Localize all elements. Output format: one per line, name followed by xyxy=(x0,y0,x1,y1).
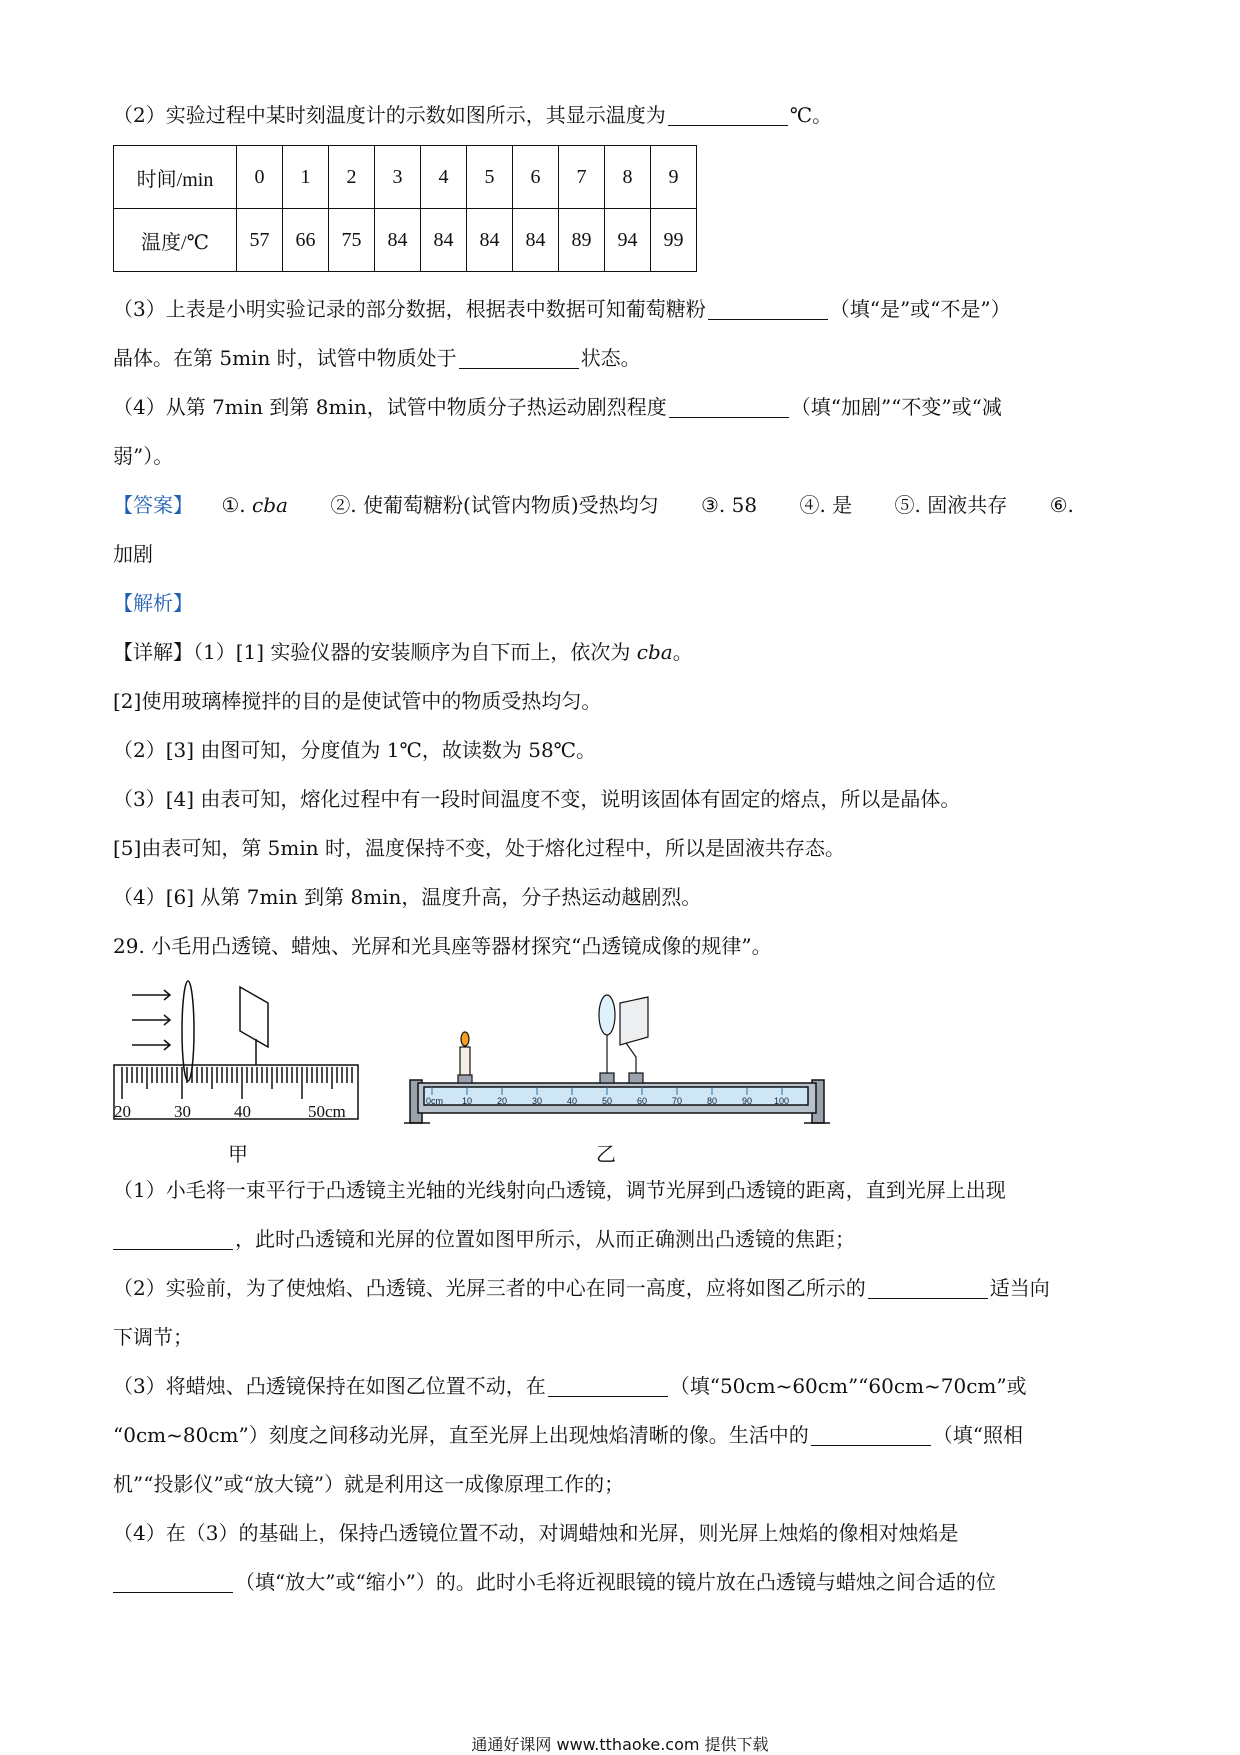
table-cell: 8 xyxy=(605,146,651,209)
table-cell: 75 xyxy=(329,209,375,272)
ruler-tick-label: 50cm xyxy=(308,1102,346,1121)
detail-line-6: （4）[6] 从第 7min 到第 8min，温度升高，分子热运动越剧烈。 xyxy=(113,885,702,909)
detail-line-3: （2）[3] 由图可知，分度值为 1℃，故读数为 58℃。 xyxy=(113,738,597,762)
bench-tick-label: 60 xyxy=(637,1096,648,1106)
answer-blank[interactable] xyxy=(668,103,788,126)
table-cell: 6 xyxy=(513,146,559,209)
answer-item: ③. 58 xyxy=(701,493,758,517)
bench-tick-label: 40 xyxy=(567,1096,578,1106)
table-cell: 94 xyxy=(605,209,651,272)
figure-caption-jia: 甲 xyxy=(228,1142,248,1166)
bench-tick-label: 90 xyxy=(742,1096,753,1106)
p3-line-2: “0cm~80cm”）刻度之间移动光屏，直至光屏上出现烛焰清晰的像。生活中的 （填“照相 xyxy=(113,1423,1023,1447)
answer-blank[interactable] xyxy=(669,395,789,418)
question-29: 29. 小毛用凸透镜、蜡烛、光屏和光具座等器材探究“凸透镜成像的规律”。 xyxy=(113,934,772,958)
figure-yi xyxy=(400,975,840,1135)
table-row xyxy=(114,209,697,272)
answer-blank[interactable] xyxy=(113,1227,233,1250)
answer-line xyxy=(113,490,1074,520)
table-cell: 66 xyxy=(283,209,329,272)
answer-item: ④. 是 xyxy=(799,493,853,517)
detail-line-1: 【详解】（1）[1] 实验仪器的安装顺序为自下而上，依次为 cba。 xyxy=(113,640,693,664)
table-cell: 84 xyxy=(375,209,421,272)
table-header-cell: 时间/min xyxy=(114,146,237,209)
bench-tick-label: 20 xyxy=(497,1096,508,1106)
detail-line-5: [5]由表可知，第 5min 时，温度保持不变，处于熔化过程中，所以是固液共存态。 xyxy=(113,836,846,860)
table-cell: 84 xyxy=(467,209,513,272)
p1-line-1: （1）小毛将一束平行于凸透镜主光轴的光线射向凸透镜，调节光屏到凸透镜的距离，直到光屏上出现 xyxy=(113,1178,1006,1202)
p4-line-1: （4）在（3）的基础上，保持凸透镜位置不动，对调蜡烛和光屏，则光屏上烛焰的像相对烛焰是 xyxy=(113,1521,959,1545)
bench-tick-label: 50 xyxy=(602,1096,613,1106)
footer-credit: 通通好课网 www.tthaoke.com 提供下载 xyxy=(471,1735,769,1754)
answer-item: ⑤. 固液共存 xyxy=(894,493,1008,517)
answer-blank[interactable] xyxy=(868,1276,988,1299)
ruler-tick-label: 40 xyxy=(234,1102,251,1121)
ruler-tick-label: 20 xyxy=(114,1102,131,1121)
bench-tick-label: 100 xyxy=(774,1096,790,1106)
table-cell: 0 xyxy=(237,146,283,209)
p3-line-3: 机”“投影仪”或“放大镜”）就是利用这一成像原理工作的； xyxy=(113,1472,625,1496)
bench-tick-label: 30 xyxy=(532,1096,543,1106)
detail-line-2: [2]使用玻璃棒搅拌的目的是使试管中的物质受热均匀。 xyxy=(113,689,602,713)
table-header-cell: 温度/℃ xyxy=(114,209,237,272)
q4-line-1: （4）从第 7min 到第 8min，试管中物质分子热运动剧烈程度 （填“加剧”“不变”或“减 xyxy=(113,395,1002,419)
answer-tag: 【答案】 xyxy=(113,493,193,517)
table-cell: 1 xyxy=(283,146,329,209)
table-cell: 3 xyxy=(375,146,421,209)
p3-line-1: （3）将蜡烛、凸透镜保持在如图乙位置不动，在 （填“50cm~60cm”“60cm~70cm”或 xyxy=(113,1374,1027,1398)
answer-continuation: 加剧 xyxy=(113,542,153,566)
analysis-tag: 【解析】 xyxy=(113,591,193,615)
q2-line: （2）实验过程中某时刻温度计的示数如图所示，其显示温度为 ℃。 xyxy=(113,103,833,127)
bench-tick-label: 80 xyxy=(707,1096,718,1106)
candle xyxy=(458,1032,472,1083)
table-cell: 99 xyxy=(651,209,697,272)
figure-caption-yi: 乙 xyxy=(596,1142,616,1166)
q3-line-2: 晶体。在第 5min 时，试管中物质处于 状态。 xyxy=(113,346,641,370)
q4-line-2: 弱”）。 xyxy=(113,444,174,468)
answer-blank[interactable] xyxy=(459,346,579,369)
detail-line-4: （3）[4] 由表可知，熔化过程中有一段时间温度不变，说明该固体有固定的熔点，所以是晶体。 xyxy=(113,787,961,811)
answer-item: ①. cba xyxy=(221,493,288,517)
p2-line-1: （2）实验前，为了使烛焰、凸透镜、光屏三者的中心在同一高度，应将如图乙所示的 适当向 xyxy=(113,1276,1050,1300)
table-cell: 84 xyxy=(421,209,467,272)
table-cell: 7 xyxy=(559,146,605,209)
table-cell: 9 xyxy=(651,146,697,209)
ruler-tick-label: 30 xyxy=(174,1102,191,1121)
p4-line-2: （填“放大”或“缩小”）的。此时小毛将近视眼镜的镜片放在凸透镜与蜡烛之间合适的位 xyxy=(113,1567,996,1597)
answer-item: ⑥. xyxy=(1049,493,1074,517)
p2-line-2: 下调节； xyxy=(113,1325,193,1349)
screen-holder xyxy=(620,997,648,1083)
figure-jia xyxy=(112,975,362,1135)
table-cell: 57 xyxy=(237,209,283,272)
lens-holder xyxy=(599,995,615,1083)
table-cell: 4 xyxy=(421,146,467,209)
table-cell: 5 xyxy=(467,146,513,209)
bench-tick-label: 10 xyxy=(462,1096,473,1106)
q3-line-1: （3）上表是小明实验记录的部分数据，根据表中数据可知葡萄糖粉 （填“是”或“不是”） xyxy=(113,297,1011,321)
table-cell: 2 xyxy=(329,146,375,209)
answer-blank[interactable] xyxy=(548,1374,668,1397)
bench-tick-label: 0cm xyxy=(426,1096,444,1106)
table-cell: 89 xyxy=(559,209,605,272)
table-row xyxy=(114,146,697,209)
answer-blank[interactable] xyxy=(113,1570,233,1593)
table-cell: 84 xyxy=(513,209,559,272)
p1-line-2: ，此时凸透镜和光屏的位置如图甲所示，从而正确测出凸透镜的焦距； xyxy=(113,1224,855,1254)
bench-tick-label: 70 xyxy=(672,1096,683,1106)
data-table xyxy=(113,145,697,272)
answer-blank[interactable] xyxy=(811,1423,931,1446)
answer-blank[interactable] xyxy=(708,297,828,320)
answer-item: ②. 使葡萄糖粉(试管内物质)受热均匀 xyxy=(330,493,659,517)
